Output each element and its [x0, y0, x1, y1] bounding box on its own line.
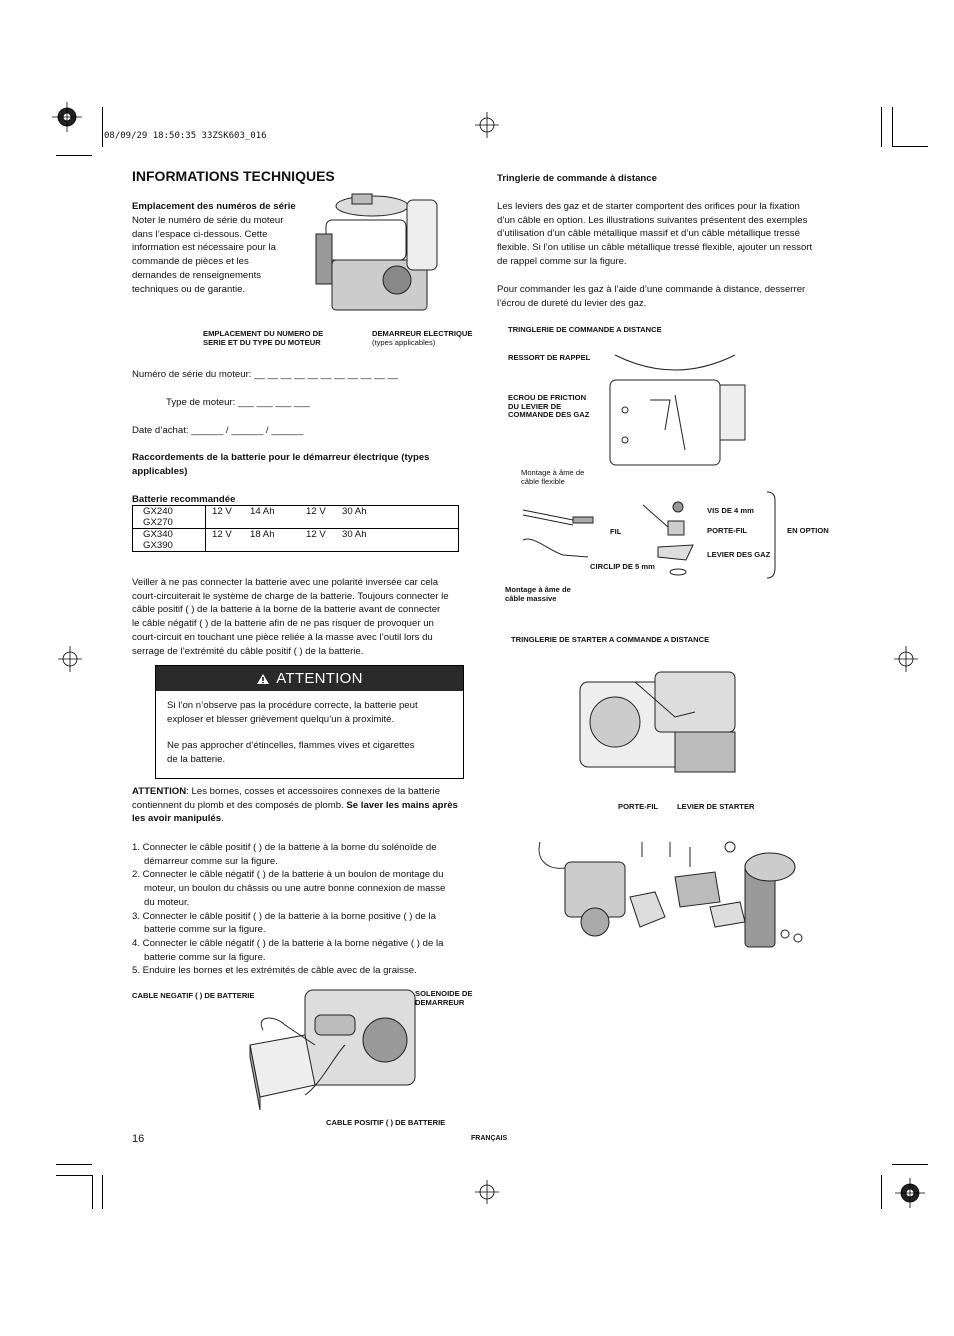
list-item: 4. Connecter le câble négatif ( ) de la batterie à la borne négative ( ) de la batterie comme sur la figure. [132, 937, 444, 963]
solenoid-label: SOLENOIDE DE DEMARREUR [415, 989, 473, 1007]
page-number: 16 [132, 1133, 145, 1145]
choke-engine-illustration [575, 662, 745, 777]
pos-cable-label: CABLE POSITIF ( ) DE BATTERIE [326, 1118, 446, 1127]
table-row: GX340 GX390 12 V 18 Ah 12 V 30 Ah [133, 529, 459, 552]
list-item: 3. Connecter le câble positif ( ) de la batterie à la borne positive ( ) de la batterie comme sur la figure. [132, 910, 436, 936]
friction-nut-label: ECROU DE FRICTION DU LEVIER DE COMMANDE DES GAZ [508, 393, 590, 420]
list-item: 2. Connecter le câble négatif ( ) de la batterie à un boulon de montage du moteur, un boulon du châssis ou une autre bonne connexion de masse du moteur. [132, 869, 446, 908]
date-field: Date d’achat: ______ / ______ / ______ [132, 425, 304, 436]
neg-cable-label: CABLE NEGATIF ( ) DE BATTERIE [132, 991, 255, 1000]
wire-label: FIL [610, 527, 622, 536]
circlip-label: CIRCLIP DE 5 mm [590, 562, 655, 571]
print-code: 08/09/29 18:50:35 33ZSK603_016 [104, 131, 267, 141]
lead-notice: ATTENTION: Les bornes, cosses et accessoires connexes de la batterie contiennent du plomb et des composés de plomb. Se laver les mains après les avoir manipulés. [132, 786, 458, 825]
serial-body: Noter le numéro de série du moteur dans l’espace ci-dessous. Cette information est nécessaire pour la commande de pièces et les demandes de renseignements techniques ou de garantie. [132, 215, 284, 295]
page-title: INFORMATIONS TECHNIQUES [132, 168, 335, 184]
warning-header [156, 666, 463, 691]
engine-illustration [312, 190, 447, 325]
fig1-title: TRINGLERIE DE COMMANDE A DISTANCE [508, 325, 662, 334]
battery-illustration [245, 985, 420, 1125]
choke-lever-label: LEVIER DE STARTER [677, 802, 755, 811]
remote-heading: Tringlerie de commande à distance [497, 173, 657, 184]
serial-field: Numéro de série du moteur: __ __ __ __ __ __ __ __ __ __ __ [132, 369, 399, 380]
remote-text-2: Pour commander les gaz à l’aide d’une commande à distance, desserrer l’écrou de dureté du levier des gaz. [497, 284, 806, 309]
fig2-title: TRINGLERIE DE STARTER A COMMANDE A DISTANCE [511, 635, 710, 644]
flex-cable-label: Montage à âme de câble flexible [521, 468, 585, 486]
list-item: 5. Enduire les bornes et les extrémités de câble avec de la graisse. [132, 965, 417, 977]
battery-connections-heading: Raccordements de la batterie pour le démarreur électrique (types applicables) [132, 452, 430, 477]
connection-steps [132, 841, 492, 978]
warning-box: ATTENTION Si l’on n’observe pas la procédure correcte, la batterie peut exploser et blesser grièvement quelqu’un à proximité. Ne pas approcher d’étincelles, flammes vives et cigarettes de la batterie. [155, 665, 464, 779]
option-label: EN OPTION [787, 526, 829, 535]
solid-cable-label: Montage à âme de câble massive [505, 585, 571, 603]
warning-title: ATTENTION [276, 670, 363, 687]
battery-table [132, 505, 459, 552]
option-bracket [765, 490, 780, 580]
type-field: Type de moteur: ___ ___ ___ ___ [166, 397, 311, 408]
throttle-linkage-illustration [605, 350, 750, 470]
battery-table-heading: Batterie recommandée [132, 494, 236, 505]
table-row: GX240 GX270 12 V 14 Ah 12 V 30 Ah [133, 506, 459, 529]
warning-triangle-icon [256, 673, 270, 685]
polarity-text: Veiller à ne pas connecter la batterie avec une polarité inversée car cela court-circuiterait le système de charge de la batterie. Toujours connecter le câble positif ( ) de la batterie à la borne de la batterie avant de connecter le câble négatif ( ) de la batterie afin de ne pas risquer de provoquer un court-circuit en touchant une pièce reliée à la masse avec l’outil lors du serrage de l’extrémité du câble positif ( ) de la batterie. [132, 577, 449, 657]
screw-label: VIS DE 4 mm [707, 506, 754, 515]
serial-heading: Emplacement des numéros de série [132, 201, 296, 212]
serial-location-label: EMPLACEMENT DU NUMERO DE SERIE ET DU TYPE DU MOTEUR [203, 329, 324, 347]
language-label: FRANÇAIS [471, 1135, 508, 1142]
carburetor-illustration [530, 822, 815, 957]
starter-label: DEMARREUR ELECTRIQUE (types applicables) [372, 329, 473, 347]
return-spring-label: RESSORT DE RAPPEL [508, 353, 591, 362]
remote-text-1: Les leviers des gaz et de starter comportent des orifices pour la fixation d’un câble en option. Les illustrations suivantes présentent des exemples d’utilisation d’un câble métallique massif et d’un câble métallique tressé flexible. Si l’on utilise un câble métallique tressé flexible, ajouter un ressort de rappel comme sur la figure. [497, 201, 813, 267]
throttle-lever-label: LEVIER DES GAZ [707, 550, 771, 559]
wire-holder-label: PORTE-FIL [707, 526, 748, 535]
choke-holder-label: PORTE-FIL [618, 802, 659, 811]
list-item: 1. Connecter le câble positif ( ) de la batterie à la borne du solénoïde de démarreur comme sur la figure. [132, 842, 437, 867]
